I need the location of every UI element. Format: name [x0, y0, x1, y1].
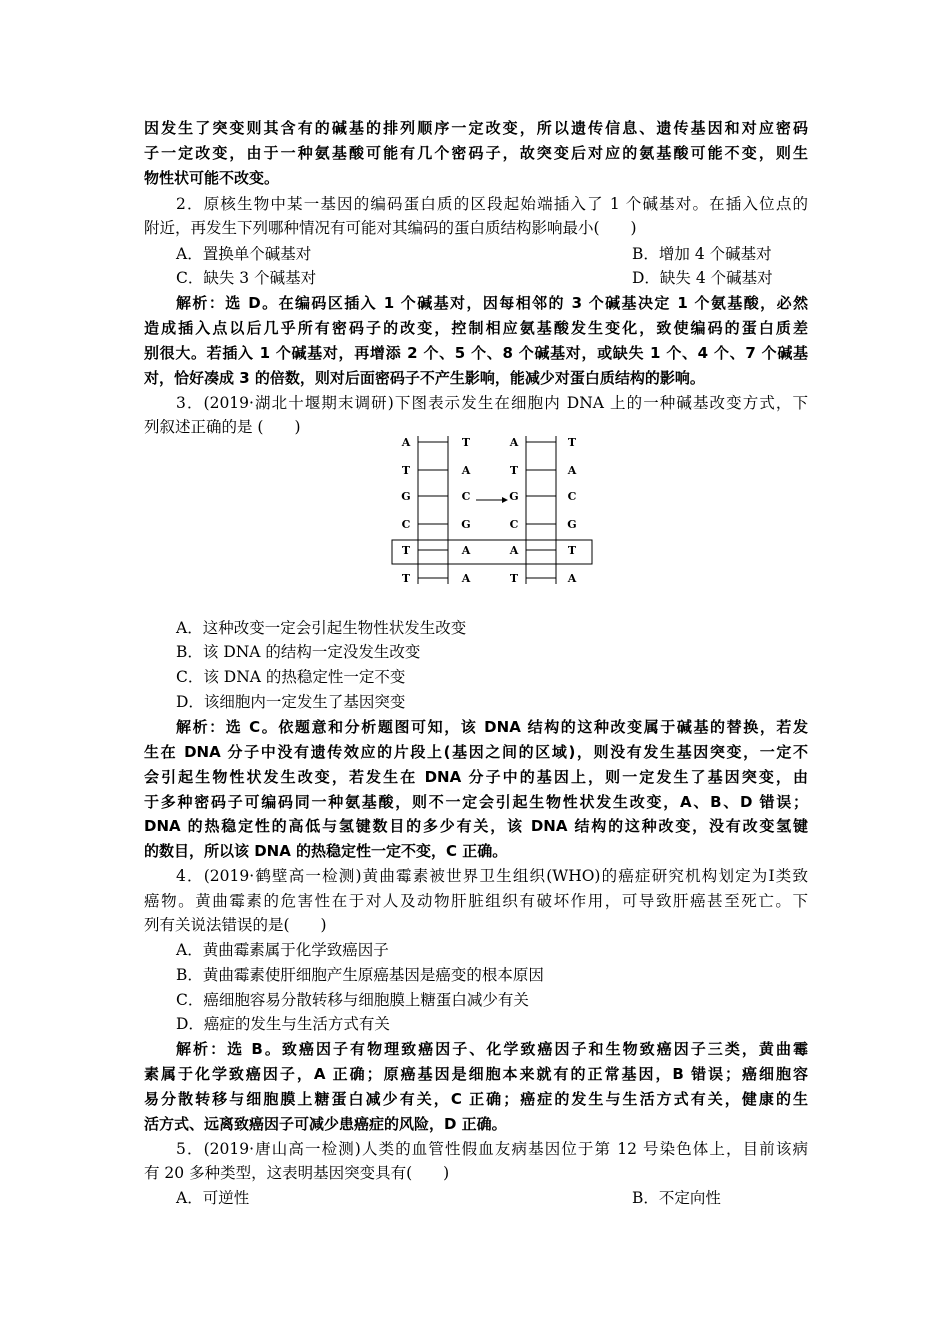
question-2-stem: 2．原核生物中某一基因的编码蛋白质的区段起始端插入了 1 个碱基对。在插入位点的 [176, 195, 808, 213]
question-4-stem: 4．(2019·鹤壁高一检测)黄曲霉素被世界卫生组织(WHO)的癌症研究机构划定为Ⅰ类致 [176, 867, 808, 885]
base-label-before-left: A [401, 436, 411, 449]
base-label-before-right: C [461, 490, 471, 503]
question-4-option-c: C．癌细胞容易分散转移与细胞膜上糖蛋白减少有关 [176, 991, 529, 1009]
base-label-after-right: A [567, 572, 577, 585]
question-3-solution: 解析：选 C。依题意和分析题图可知，该 DNA 结构的这种改变属于碱基的替换，若发 [176, 718, 808, 736]
question-2-stem: 附近，再发生下列哪种情况有可能对其编码的蛋白质结构影响最小( ) [144, 219, 637, 237]
question-2-option-b: B．增加 4 个碱基对 [632, 245, 772, 263]
question-3-stem: 列叙述正确的是 ( ) [144, 418, 301, 436]
question-2-solution: 造成插入点以后几乎所有密码子的改变，控制相应氨基酸发生变化，致使编码的蛋白质差 [144, 319, 808, 337]
question-4-stem: 癌物。黄曲霉素的危害性在于对人及动物肝脏组织有破坏作用，可导致肝癌甚至死亡。下 [144, 892, 808, 910]
answer-continuation-line: 物性状可能不改变。 [144, 169, 280, 187]
question-3-solution: 会引起生物性状发生改变，若发生在 DNA 分子中的基因上，则一定发生了基因突变，由 [144, 768, 808, 786]
base-label-before-right: T [461, 436, 471, 449]
answer-continuation-line: 子一定改变，由于一种氨基酸可能有几个密码子，故突变后对应的氨基酸可能不变，则生 [144, 144, 808, 162]
base-label-after-right: C [567, 490, 577, 503]
question-3-solution: 的数目，所以该 DNA 的热稳定性一定不变，C 正确。 [144, 842, 508, 860]
question-2-option-a: A．置换单个碱基对 [176, 245, 312, 263]
question-4-solution: 活方式、远离致癌因子可减少患癌症的风险，D 正确。 [144, 1115, 507, 1133]
base-label-after-right: G [567, 518, 577, 531]
question-3-option-a: A．这种改变一定会引起生物性状发生改变 [176, 619, 467, 637]
base-label-after-right: T [567, 436, 577, 449]
question-2-option-d: D．缺失 4 个碱基对 [632, 269, 773, 287]
question-3-solution: DNA 的热稳定性的高低与氢键数目的多少有关，该 DNA 结构的这种改变，没有改变氢键 [144, 817, 808, 835]
question-4-option-d: D．癌症的发生与生活方式有关 [176, 1015, 390, 1033]
question-3-option-b: B．该 DNA 的结构一定没发生改变 [176, 643, 421, 661]
base-label-before-left: T [401, 544, 411, 557]
question-3-option-c: C．该 DNA 的热稳定性一定不变 [176, 668, 406, 686]
base-label-after-left: T [509, 464, 519, 477]
question-5-option-b: B．不定向性 [632, 1189, 721, 1207]
question-3-option-d: D．该细胞内一定发生了基因突变 [176, 693, 406, 711]
base-label-before-left: T [401, 572, 411, 585]
question-5-stem: 有 20 多种类型，这表明基因突变具有( ) [144, 1164, 450, 1182]
question-4-solution: 解析：选 B。致癌因子有物理致癌因子、化学致癌因子和生物致癌因子三类，黄曲霉 [176, 1040, 808, 1058]
base-label-after-left: A [509, 436, 519, 449]
question-4-option-b: B．黄曲霉素使肝细胞产生原癌基因是癌变的根本原因 [176, 966, 544, 984]
substitution-highlight-box [392, 540, 592, 564]
question-2-solution: 别很大。若插入 1 个碱基对，再增添 2 个、5 个、8 个碱基对，或缺失 1 个、4 个、7 个碱基 [144, 344, 808, 362]
base-label-after-left: G [509, 490, 519, 503]
base-label-before-left: C [401, 518, 411, 531]
base-label-after-right: T [567, 544, 577, 557]
question-3-solution: 于多种密码子可编码同一种氨基酸，则不一定会引起生物性状发生改变，A、B、D 错误； [144, 793, 808, 811]
base-label-before-right: G [461, 518, 471, 531]
question-5-stem: 5．(2019·唐山高一检测)人类的血管性假血友病基因位于第 12 号染色体上，目前该病 [176, 1140, 808, 1158]
base-label-before-left: G [401, 490, 411, 503]
question-2-option-c: C．缺失 3 个碱基对 [176, 269, 317, 287]
base-label-after-right: A [567, 464, 577, 477]
question-4-solution: 易分散转移与细胞膜上糖蛋白减少有关，C 正确；癌症的发生与生活方式有关，健康的生 [144, 1090, 808, 1108]
arrow-head [502, 497, 508, 503]
base-label-before-right: A [461, 464, 471, 477]
question-4-solution: 素属于化学致癌因子，A 正确；原癌基因是细胞本来就有的正常基因，B 错误；癌细胞容 [144, 1065, 808, 1083]
question-3-stem: 3．(2019·湖北十堰期末调研)下图表示发生在细胞内 DNA 上的一种碱基改变方式，下 [176, 394, 808, 412]
question-2-solution: 对，恰好凑成 3 的倍数，则对后面密码子不产生影响，能减少对蛋白质结构的影响。 [144, 369, 705, 387]
question-4-stem: 列有关说法错误的是( ) [144, 916, 327, 934]
base-label-after-left: A [509, 544, 519, 557]
base-label-after-left: T [509, 572, 519, 585]
base-label-before-left: T [401, 464, 411, 477]
answer-continuation-line: 因发生了突变则其含有的碱基的排列顺序一定改变，所以遗传信息、遗传基因和对应密码 [144, 119, 808, 137]
base-label-before-right: A [461, 572, 471, 585]
question-2-solution: 解析：选 D。在编码区插入 1 个碱基对，因每相邻的 3 个碱基决定 1 个氨基酸，必然 [176, 294, 808, 312]
base-label-before-right: A [461, 544, 471, 557]
dna-base-substitution-figure [390, 432, 600, 592]
question-4-option-a: A．黄曲霉素属于化学致癌因子 [176, 941, 389, 959]
question-3-solution: 生在 DNA 分子中没有遗传效应的片段上(基因之间的区域)，则没有发生基因突变，一定不 [144, 743, 808, 761]
question-5-option-a: A．可逆性 [176, 1189, 250, 1207]
base-label-after-left: C [509, 518, 519, 531]
figure-drawing [392, 436, 592, 585]
